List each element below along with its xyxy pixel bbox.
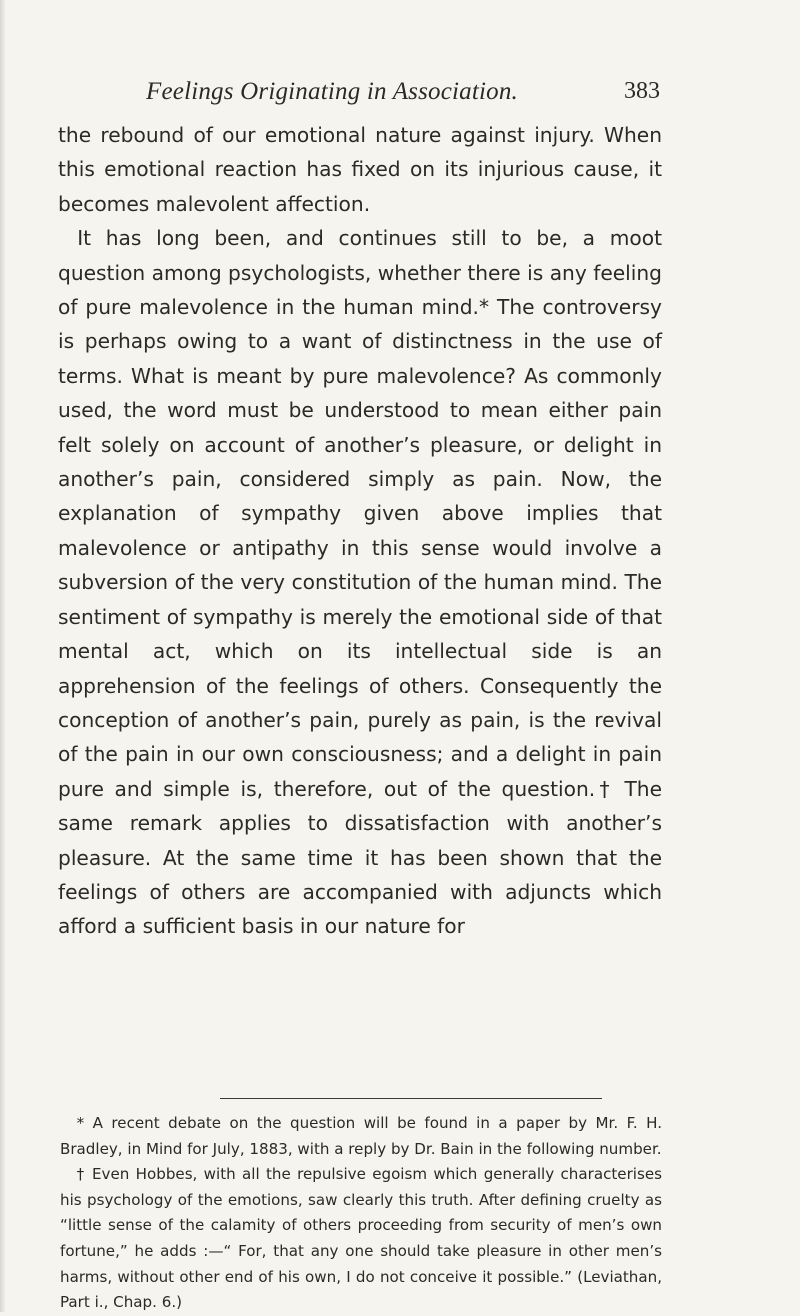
page-gutter-shadow <box>0 0 6 1312</box>
footnote: * A recent debate on the question will be found in a paper by Mr. F. H. Bradley, in Mind for July, 1883, with a reply by Dr. Bain in the following number. <box>60 1114 662 1158</box>
page-header <box>120 78 660 118</box>
page-number: 383 <box>624 78 660 104</box>
footnotes <box>60 1111 662 1316</box>
paragraph: the rebound of our emotional nature against injury. When this emotional reaction has fixed on its injurious cause, it becomes malevolent affection. <box>58 123 662 216</box>
body-text <box>58 118 662 944</box>
paragraph: It has long been, and continues still to be, a moot question among psychologists, whether there is any feeling of pure malevolence in the human mind.* The controversy is perhaps owing to a want of distinctness in the use of terms. What is meant by pure malevolence? As commonly used, the word must be understood to mean either pain felt solely on account of another’s pleasure, or delight in another’s pain, considered simply as pain. Now, the explanation of sympathy given above implies that malevolence or antipathy in this sense would involve a subversion of the very constitution of the human mind. The sentiment of sympathy is merely the emotional side of that mental act, which on its intellectual side is an apprehension of the feelings of others. Consequently the conception of another’s pain, purely as pain, is the revival of the pain in our own consciousness; and a delight in pain pure and simple is, therefore, out of the question.† The same remark applies to dissatisfaction with another’s pleasure. At the same time it has been shown that the feelings of others are accompanied with adjuncts which afford a sufficient basis in our nature for <box>58 226 662 939</box>
running-title: Feelings Originating in Association. <box>146 78 519 105</box>
footnote-rule <box>220 1098 602 1099</box>
footnote: † Even Hobbes, with all the repulsive egoism which generally characterises his psychology of the emotions, saw clearly this truth. After defining cruelty as “little sense of the calamity of others proceeding from security of men’s own fortune,” he adds :—“ For, that any one should take pleasure in other men’s harms, without other end of his own, I do not conceive it possible.” (Leviathan, Part i., Chap. 6.) <box>60 1165 662 1312</box>
